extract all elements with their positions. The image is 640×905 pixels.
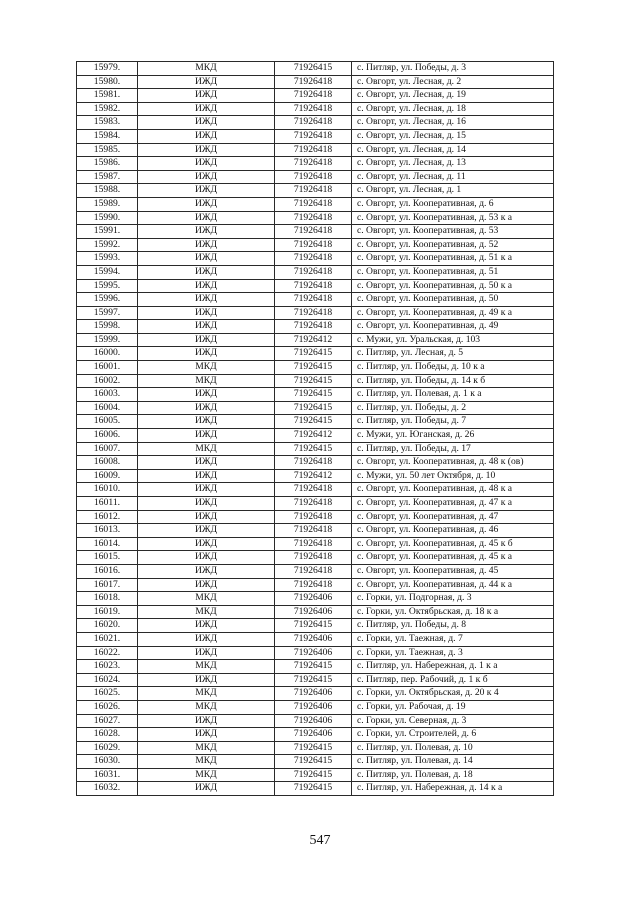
table-row — [77, 619, 554, 633]
row-number-cell: 15995. — [77, 279, 138, 293]
oktmo-code-cell: 71926415 — [275, 755, 352, 769]
row-number-cell: 16028. — [77, 728, 138, 742]
oktmo-code-cell: 71926418 — [275, 184, 352, 198]
address-cell: с. Горки, ул. Октябрьская, д. 20 к 4 — [352, 687, 554, 701]
address-cell: с. Питляр, ул. Набережная, д. 14 к а — [352, 782, 554, 796]
oktmo-code-cell: 71926418 — [275, 75, 352, 89]
table-row — [77, 782, 554, 796]
oktmo-code-cell: 71926415 — [275, 62, 352, 76]
table-row — [77, 102, 554, 116]
oktmo-code-cell: 71926418 — [275, 102, 352, 116]
row-number-cell: 16019. — [77, 605, 138, 619]
address-cell: с. Овгорт, ул. Кооперативная, д. 47 — [352, 510, 554, 524]
oktmo-code-cell: 71926418 — [275, 157, 352, 171]
table-row — [77, 238, 554, 252]
table-row — [77, 374, 554, 388]
oktmo-code-cell: 71926418 — [275, 170, 352, 184]
row-number-cell: 16002. — [77, 374, 138, 388]
table-row — [77, 687, 554, 701]
oktmo-code-cell: 71926412 — [275, 429, 352, 443]
address-cell: с. Питляр, ул. Победы, д. 17 — [352, 442, 554, 456]
address-cell: с. Овгорт, ул. Кооперативная, д. 6 — [352, 197, 554, 211]
building-type-cell: ИЖД — [138, 279, 275, 293]
building-type-cell: ИЖД — [138, 497, 275, 511]
table-row — [77, 429, 554, 443]
table-row — [77, 347, 554, 361]
oktmo-code-cell: 71926418 — [275, 89, 352, 103]
address-cell: с. Овгорт, ул. Лесная, д. 18 — [352, 102, 554, 116]
address-cell: с. Горки, ул. Таежная, д. 7 — [352, 632, 554, 646]
building-type-cell: МКД — [138, 755, 275, 769]
oktmo-code-cell: 71926406 — [275, 592, 352, 606]
address-cell: с. Питляр, ул. Полевая, д. 1 к а — [352, 388, 554, 402]
row-number-cell: 15999. — [77, 333, 138, 347]
address-cell: с. Овгорт, ул. Кооперативная, д. 53 — [352, 225, 554, 239]
building-type-cell: ИЖД — [138, 252, 275, 266]
row-number-cell: 15988. — [77, 184, 138, 198]
table-row — [77, 755, 554, 769]
address-cell: с. Питляр, ул. Набережная, д. 1 к а — [352, 660, 554, 674]
row-number-cell: 16006. — [77, 429, 138, 443]
address-cell: с. Овгорт, ул. Лесная, д. 13 — [352, 157, 554, 171]
row-number-cell: 15983. — [77, 116, 138, 130]
oktmo-code-cell: 71926415 — [275, 782, 352, 796]
building-type-cell: ИЖД — [138, 129, 275, 143]
building-type-cell: МКД — [138, 62, 275, 76]
address-cell: с. Овгорт, ул. Кооперативная, д. 44 к а — [352, 578, 554, 592]
oktmo-code-cell: 71926406 — [275, 687, 352, 701]
address-cell: с. Питляр, ул. Победы, д. 10 к а — [352, 361, 554, 375]
building-type-cell: ИЖД — [138, 197, 275, 211]
oktmo-code-cell: 71926412 — [275, 333, 352, 347]
oktmo-code-cell: 71926406 — [275, 646, 352, 660]
row-number-cell: 16029. — [77, 741, 138, 755]
oktmo-code-cell: 71926418 — [275, 510, 352, 524]
table-row — [77, 170, 554, 184]
building-type-cell: ИЖД — [138, 333, 275, 347]
table-row — [77, 673, 554, 687]
building-type-cell: МКД — [138, 374, 275, 388]
oktmo-code-cell: 71926418 — [275, 497, 352, 511]
table-row — [77, 333, 554, 347]
building-type-cell: МКД — [138, 741, 275, 755]
row-number-cell: 15998. — [77, 320, 138, 334]
table-row — [77, 524, 554, 538]
row-number-cell: 16025. — [77, 687, 138, 701]
row-number-cell: 16016. — [77, 564, 138, 578]
oktmo-code-cell: 71926415 — [275, 442, 352, 456]
row-number-cell: 16001. — [77, 361, 138, 375]
row-number-cell: 15997. — [77, 306, 138, 320]
oktmo-code-cell: 71926415 — [275, 401, 352, 415]
row-number-cell: 16018. — [77, 592, 138, 606]
oktmo-code-cell: 71926406 — [275, 728, 352, 742]
row-number-cell: 16026. — [77, 700, 138, 714]
table-row — [77, 75, 554, 89]
table-row — [77, 632, 554, 646]
building-type-cell: ИЖД — [138, 184, 275, 198]
building-type-cell: ИЖД — [138, 551, 275, 565]
row-number-cell: 15996. — [77, 293, 138, 307]
table-body — [77, 62, 554, 796]
table-row — [77, 401, 554, 415]
table-row — [77, 700, 554, 714]
building-type-cell: МКД — [138, 592, 275, 606]
oktmo-code-cell: 71926406 — [275, 714, 352, 728]
building-type-cell: ИЖД — [138, 238, 275, 252]
building-type-cell: ИЖД — [138, 469, 275, 483]
row-number-cell: 15982. — [77, 102, 138, 116]
building-type-cell: ИЖД — [138, 564, 275, 578]
row-number-cell: 15990. — [77, 211, 138, 225]
oktmo-code-cell: 71926418 — [275, 252, 352, 266]
address-cell: с. Овгорт, ул. Кооперативная, д. 51 — [352, 265, 554, 279]
address-cell: с. Овгорт, ул. Кооперативная, д. 46 — [352, 524, 554, 538]
building-type-cell: МКД — [138, 768, 275, 782]
oktmo-code-cell: 71926418 — [275, 129, 352, 143]
building-type-cell: ИЖД — [138, 157, 275, 171]
table-row — [77, 483, 554, 497]
row-number-cell: 16021. — [77, 632, 138, 646]
row-number-cell: 15992. — [77, 238, 138, 252]
oktmo-code-cell: 71926406 — [275, 605, 352, 619]
table-row — [77, 469, 554, 483]
address-cell: с. Овгорт, ул. Кооперативная, д. 48 к а — [352, 483, 554, 497]
table-row — [77, 564, 554, 578]
address-cell: с. Питляр, пер. Рабочий, д. 1 к б — [352, 673, 554, 687]
address-cell: с. Овгорт, ул. Лесная, д. 1 — [352, 184, 554, 198]
address-cell: с. Мужи, ул. Юганская, д. 26 — [352, 429, 554, 443]
row-number-cell: 15985. — [77, 143, 138, 157]
address-registry-table — [76, 61, 554, 796]
address-cell: с. Овгорт, ул. Кооперативная, д. 47 к а — [352, 497, 554, 511]
address-cell: с. Овгорт, ул. Лесная, д. 2 — [352, 75, 554, 89]
building-type-cell: ИЖД — [138, 619, 275, 633]
row-number-cell: 16030. — [77, 755, 138, 769]
building-type-cell: ИЖД — [138, 537, 275, 551]
building-type-cell: ИЖД — [138, 510, 275, 524]
row-number-cell: 16004. — [77, 401, 138, 415]
table-row — [77, 551, 554, 565]
row-number-cell: 16017. — [77, 578, 138, 592]
table-row — [77, 510, 554, 524]
oktmo-code-cell: 71926418 — [275, 293, 352, 307]
building-type-cell: ИЖД — [138, 143, 275, 157]
table-row — [77, 660, 554, 674]
row-number-cell: 16011. — [77, 497, 138, 511]
row-number-cell: 16032. — [77, 782, 138, 796]
address-cell: с. Овгорт, ул. Кооперативная, д. 52 — [352, 238, 554, 252]
building-type-cell: ИЖД — [138, 116, 275, 130]
address-cell: с. Овгорт, ул. Лесная, д. 19 — [352, 89, 554, 103]
table-row — [77, 592, 554, 606]
address-cell: с. Горки, ул. Октябрьская, д. 18 к а — [352, 605, 554, 619]
oktmo-code-cell: 71926418 — [275, 578, 352, 592]
oktmo-code-cell: 71926418 — [275, 238, 352, 252]
oktmo-code-cell: 71926415 — [275, 660, 352, 674]
row-number-cell: 16015. — [77, 551, 138, 565]
oktmo-code-cell: 71926418 — [275, 483, 352, 497]
row-number-cell: 15989. — [77, 197, 138, 211]
table-row — [77, 768, 554, 782]
oktmo-code-cell: 71926418 — [275, 143, 352, 157]
table-row — [77, 293, 554, 307]
building-type-cell: ИЖД — [138, 347, 275, 361]
address-cell: с. Питляр, ул. Победы, д. 3 — [352, 62, 554, 76]
table-row — [77, 225, 554, 239]
address-cell: с. Овгорт, ул. Кооперативная, д. 51 к а — [352, 252, 554, 266]
address-cell: с. Овгорт, ул. Кооперативная, д. 45 к б — [352, 537, 554, 551]
address-cell: с. Овгорт, ул. Кооперативная, д. 49 к а — [352, 306, 554, 320]
table-row — [77, 741, 554, 755]
address-cell: с. Овгорт, ул. Кооперативная, д. 50 к а — [352, 279, 554, 293]
address-cell: с. Овгорт, ул. Лесная, д. 11 — [352, 170, 554, 184]
address-cell: с. Овгорт, ул. Кооперативная, д. 45 — [352, 564, 554, 578]
building-type-cell: МКД — [138, 442, 275, 456]
address-cell: с. Питляр, ул. Полевая, д. 10 — [352, 741, 554, 755]
row-number-cell: 16013. — [77, 524, 138, 538]
table-row — [77, 442, 554, 456]
building-type-cell: ИЖД — [138, 211, 275, 225]
oktmo-code-cell: 71926415 — [275, 741, 352, 755]
building-type-cell: ИЖД — [138, 646, 275, 660]
oktmo-code-cell: 71926418 — [275, 211, 352, 225]
row-number-cell: 16003. — [77, 388, 138, 402]
building-type-cell: ИЖД — [138, 456, 275, 470]
address-cell: с. Питляр, ул. Полевая, д. 14 — [352, 755, 554, 769]
row-number-cell: 15991. — [77, 225, 138, 239]
table-row — [77, 388, 554, 402]
table-row — [77, 211, 554, 225]
address-cell: с. Овгорт, ул. Кооперативная, д. 45 к а — [352, 551, 554, 565]
building-type-cell: ИЖД — [138, 782, 275, 796]
building-type-cell: МКД — [138, 687, 275, 701]
oktmo-code-cell: 71926415 — [275, 361, 352, 375]
address-cell: с. Питляр, ул. Победы, д. 7 — [352, 415, 554, 429]
oktmo-code-cell: 71926415 — [275, 347, 352, 361]
building-type-cell: ИЖД — [138, 415, 275, 429]
table-row — [77, 279, 554, 293]
oktmo-code-cell: 71926418 — [275, 537, 352, 551]
row-number-cell: 16005. — [77, 415, 138, 429]
address-cell: с. Овгорт, ул. Кооперативная, д. 50 — [352, 293, 554, 307]
building-type-cell: ИЖД — [138, 293, 275, 307]
address-cell: с. Питляр, ул. Победы, д. 2 — [352, 401, 554, 415]
table-row — [77, 646, 554, 660]
oktmo-code-cell: 71926418 — [275, 524, 352, 538]
address-cell: с. Мужи, ул. Уральская, д. 103 — [352, 333, 554, 347]
row-number-cell: 16010. — [77, 483, 138, 497]
address-cell: с. Горки, ул. Рабочая, д. 19 — [352, 700, 554, 714]
oktmo-code-cell: 71926406 — [275, 632, 352, 646]
address-cell: с. Горки, ул. Подгорная, д. 3 — [352, 592, 554, 606]
oktmo-code-cell: 71926406 — [275, 700, 352, 714]
oktmo-code-cell: 71926418 — [275, 320, 352, 334]
row-number-cell: 15987. — [77, 170, 138, 184]
table-row — [77, 197, 554, 211]
building-type-cell: ИЖД — [138, 632, 275, 646]
oktmo-code-cell: 71926415 — [275, 415, 352, 429]
building-type-cell: ИЖД — [138, 483, 275, 497]
row-number-cell: 16012. — [77, 510, 138, 524]
table-row — [77, 728, 554, 742]
building-type-cell: ИЖД — [138, 75, 275, 89]
oktmo-code-cell: 71926418 — [275, 225, 352, 239]
page-number: 547 — [309, 833, 331, 848]
row-number-cell: 15984. — [77, 129, 138, 143]
oktmo-code-cell: 71926418 — [275, 564, 352, 578]
oktmo-code-cell: 71926418 — [275, 456, 352, 470]
address-cell: с. Горки, ул. Строителей, д. 6 — [352, 728, 554, 742]
building-type-cell: ИЖД — [138, 578, 275, 592]
table-row — [77, 497, 554, 511]
oktmo-code-cell: 71926415 — [275, 388, 352, 402]
address-cell: с. Питляр, ул. Победы, д. 8 — [352, 619, 554, 633]
address-cell: с. Питляр, ул. Победы, д. 14 к б — [352, 374, 554, 388]
oktmo-code-cell: 71926418 — [275, 197, 352, 211]
building-type-cell: МКД — [138, 700, 275, 714]
row-number-cell: 16022. — [77, 646, 138, 660]
building-type-cell: ИЖД — [138, 320, 275, 334]
building-type-cell: МКД — [138, 605, 275, 619]
building-type-cell: ИЖД — [138, 429, 275, 443]
table-row — [77, 184, 554, 198]
table-row — [77, 578, 554, 592]
oktmo-code-cell: 71926412 — [275, 469, 352, 483]
table-row — [77, 157, 554, 171]
table-row — [77, 89, 554, 103]
oktmo-code-cell: 71926418 — [275, 265, 352, 279]
address-cell: с. Горки, ул. Таежная, д. 3 — [352, 646, 554, 660]
row-number-cell: 16014. — [77, 537, 138, 551]
address-cell: с. Овгорт, ул. Лесная, д. 15 — [352, 129, 554, 143]
row-number-cell: 16027. — [77, 714, 138, 728]
table-row — [77, 415, 554, 429]
address-cell: с. Мужи, ул. 50 лет Октября, д. 10 — [352, 469, 554, 483]
row-number-cell: 16024. — [77, 673, 138, 687]
address-cell: с. Питляр, ул. Полевая, д. 18 — [352, 768, 554, 782]
address-cell: с. Овгорт, ул. Кооперативная, д. 53 к а — [352, 211, 554, 225]
building-type-cell: МКД — [138, 361, 275, 375]
building-type-cell: ИЖД — [138, 388, 275, 402]
table-row — [77, 143, 554, 157]
building-type-cell: ИЖД — [138, 225, 275, 239]
row-number-cell: 16020. — [77, 619, 138, 633]
row-number-cell: 16009. — [77, 469, 138, 483]
building-type-cell: ИЖД — [138, 401, 275, 415]
row-number-cell: 15979. — [77, 62, 138, 76]
registry-sheet — [76, 61, 554, 796]
building-type-cell: ИЖД — [138, 306, 275, 320]
oktmo-code-cell: 71926415 — [275, 768, 352, 782]
row-number-cell: 15993. — [77, 252, 138, 266]
row-number-cell: 15981. — [77, 89, 138, 103]
table-row — [77, 129, 554, 143]
address-cell: с. Овгорт, ул. Лесная, д. 16 — [352, 116, 554, 130]
address-cell: с. Горки, ул. Северная, д. 3 — [352, 714, 554, 728]
table-row — [77, 714, 554, 728]
address-cell: с. Овгорт, ул. Кооперативная, д. 49 — [352, 320, 554, 334]
table-row — [77, 456, 554, 470]
table-row — [77, 252, 554, 266]
building-type-cell: ИЖД — [138, 265, 275, 279]
table-row — [77, 361, 554, 375]
building-type-cell: ИЖД — [138, 673, 275, 687]
table-row — [77, 320, 554, 334]
row-number-cell: 16031. — [77, 768, 138, 782]
row-number-cell: 16023. — [77, 660, 138, 674]
building-type-cell: ИЖД — [138, 102, 275, 116]
building-type-cell: ИЖД — [138, 524, 275, 538]
oktmo-code-cell: 71926418 — [275, 279, 352, 293]
row-number-cell: 16000. — [77, 347, 138, 361]
table-row — [77, 537, 554, 551]
table-row — [77, 605, 554, 619]
building-type-cell: ИЖД — [138, 170, 275, 184]
table-row — [77, 62, 554, 76]
oktmo-code-cell: 71926418 — [275, 551, 352, 565]
row-number-cell: 16008. — [77, 456, 138, 470]
building-type-cell: ИЖД — [138, 89, 275, 103]
address-cell: с. Овгорт, ул. Лесная, д. 14 — [352, 143, 554, 157]
oktmo-code-cell: 71926415 — [275, 374, 352, 388]
row-number-cell: 16007. — [77, 442, 138, 456]
oktmo-code-cell: 71926418 — [275, 116, 352, 130]
table-row — [77, 265, 554, 279]
row-number-cell: 15980. — [77, 75, 138, 89]
row-number-cell: 15986. — [77, 157, 138, 171]
building-type-cell: ИЖД — [138, 728, 275, 742]
address-cell: с. Овгорт, ул. Кооперативная, д. 48 к (ов) — [352, 456, 554, 470]
oktmo-code-cell: 71926415 — [275, 619, 352, 633]
table-row — [77, 116, 554, 130]
address-cell: с. Питляр, ул. Лесная, д. 5 — [352, 347, 554, 361]
building-type-cell: ИЖД — [138, 714, 275, 728]
oktmo-code-cell: 71926415 — [275, 673, 352, 687]
table-row — [77, 306, 554, 320]
oktmo-code-cell: 71926418 — [275, 306, 352, 320]
row-number-cell: 15994. — [77, 265, 138, 279]
building-type-cell: МКД — [138, 660, 275, 674]
